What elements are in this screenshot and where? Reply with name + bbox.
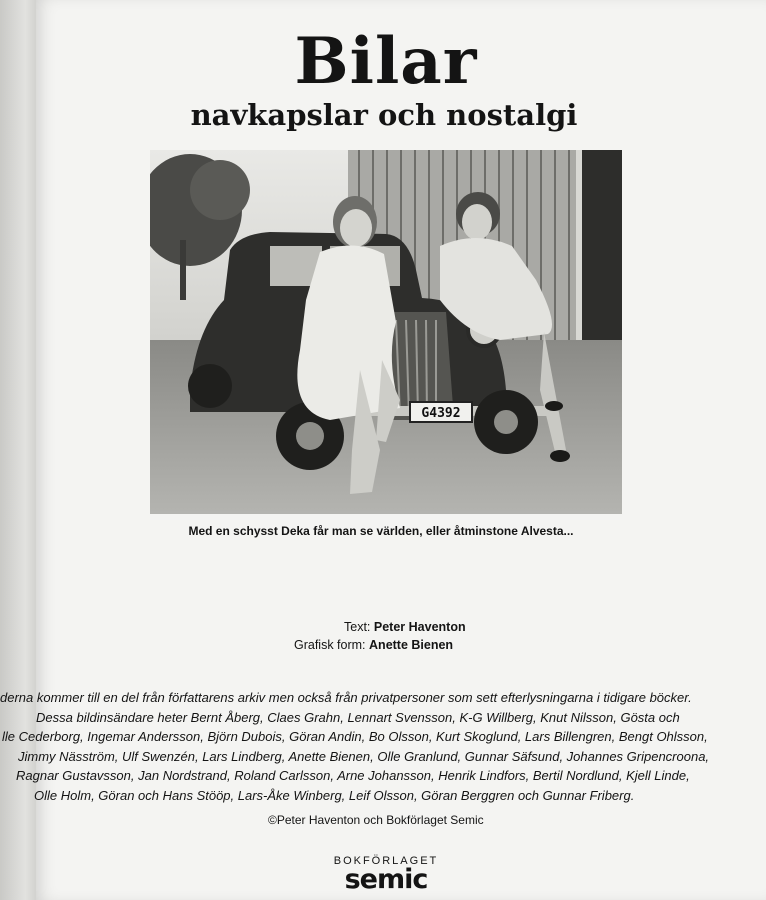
publisher-label: BOKFÖRLAGET bbox=[333, 855, 439, 867]
design-credit-label: Grafisk form: bbox=[294, 638, 366, 652]
body-line-3: lle Cederborg, Ingemar Andersson, Björn Dubois, Göran Andin, Bo Olsson, Kurt Skoglund, Lars Billengren, Bengt Ohlsson, bbox=[2, 729, 708, 744]
car-photo-illustration bbox=[150, 150, 622, 514]
body-line-4: Jimmy Näsström, Ulf Swenzén, Lars Lindberg, Anette Bienen, Olle Granlund, Gunnar Säfsund, Johannes Gripencroona, bbox=[18, 748, 710, 764]
book-subtitle: navkapslar och nostalgi bbox=[190, 98, 578, 132]
vintage-car-photo bbox=[150, 150, 622, 514]
text-credit bbox=[344, 618, 466, 636]
license-plate-text: G4392 bbox=[421, 406, 461, 421]
photo-caption: Med en schysst Deka får man se världen, eller åtminstone Alvesta... bbox=[188, 524, 574, 538]
book-title: Bilar bbox=[294, 24, 478, 99]
text-credit-label: Text: bbox=[344, 620, 371, 634]
copyright-notice: ©Peter Haventon och Bokförlaget Semic bbox=[268, 813, 484, 827]
body-line-2: Dessa bildinsändare heter Bernt Åberg, Claes Grahn, Lennart Svensson, K-G Willberg, Knut Nilsson, Gösta och bbox=[36, 709, 680, 725]
publisher-logo: semic bbox=[344, 864, 428, 895]
author-name: Peter Haventon bbox=[373, 620, 466, 634]
body-line-1: derna kommer till en del från författarens arkiv men också från privatpersoner som sett efterlysningarna i tidigare böcker. bbox=[0, 690, 692, 705]
body-line-5: Ragnar Gustavsson, Jan Nordstrand, Roland Carlsson, Arne Johansson, Henrik Lindfors, Bertil Nordlund, Kjell Linde, bbox=[16, 768, 690, 783]
photo-contributors-text bbox=[0, 688, 766, 805]
body-line-6: Olle Holm, Göran och Hans Stööp, Lars-Åke Winberg, Leif Olsson, Göran Berggren och Gunnar Friberg. bbox=[34, 787, 635, 803]
design-credit bbox=[294, 636, 453, 654]
designer-name: Anette Bienen bbox=[369, 638, 454, 652]
